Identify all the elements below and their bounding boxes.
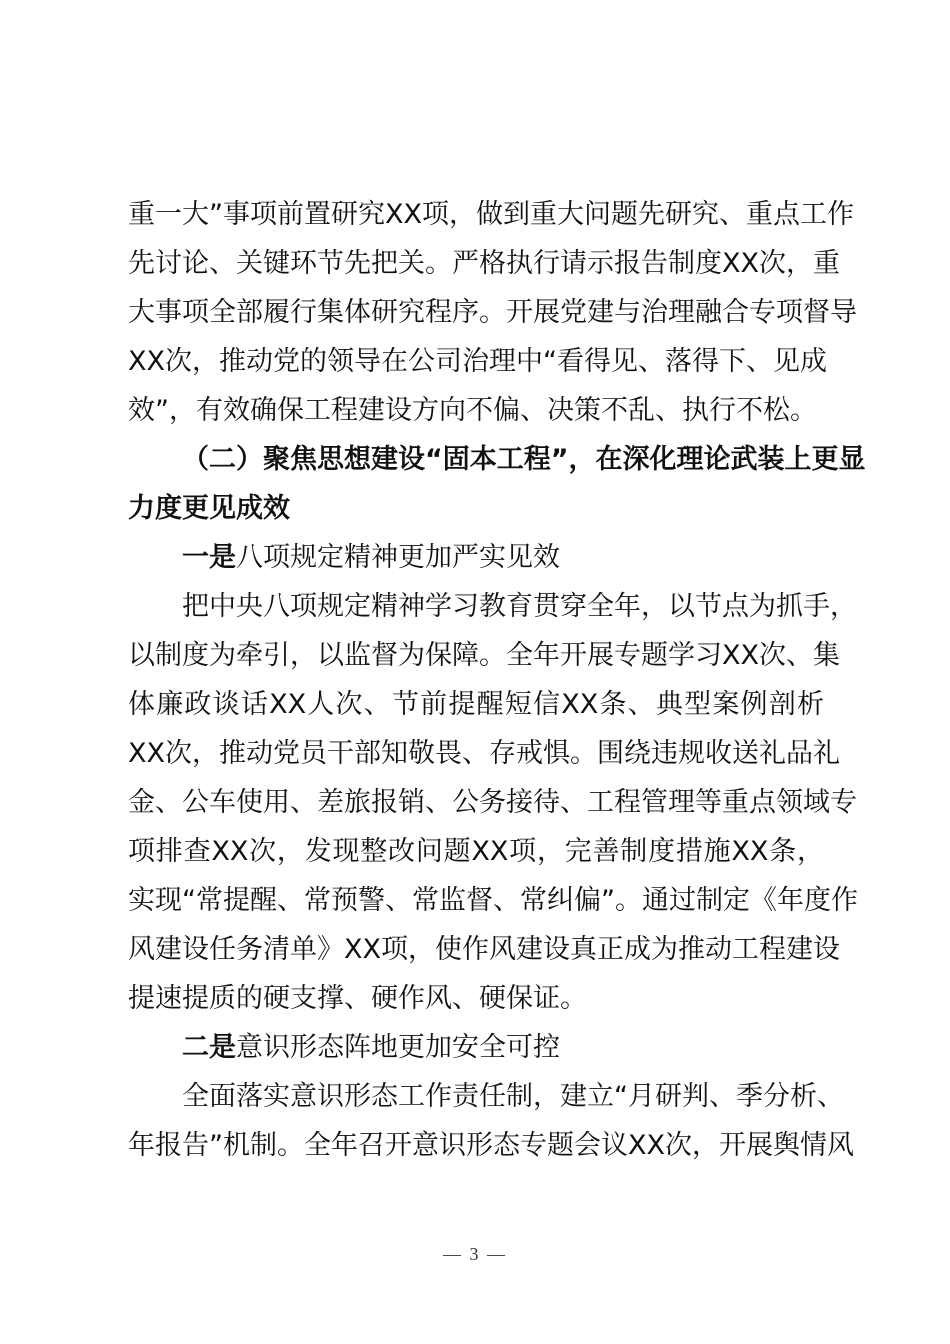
subsection-title: 意识形态阵地更加安全可控: [236, 1032, 560, 1063]
subsection-title: 八项规定精神更加严实见效: [236, 542, 560, 573]
text-line: 体廉政谈话XX人次、节前提醒短信XX条、典型案例剖析: [128, 689, 824, 720]
subsection-heading-2: [128, 1023, 824, 1072]
paragraph-3: [128, 1072, 854, 1170]
text-line: 以制度为牵引，以监督为保障。全年开展专题学习XX次、集: [128, 640, 840, 671]
text-line: 金、公车使用、差旅报销、公务接待、工程管理等重点领域专: [128, 787, 857, 818]
section-heading: [128, 435, 866, 533]
paragraph-2: [128, 582, 858, 1023]
page-number: — 3 —: [443, 1244, 507, 1264]
text-line: XX次，推动党员干部知敬畏、存戒惧。围绕违规收送礼品礼: [128, 738, 840, 769]
text-line: 全面落实意识形态工作责任制，建立“月研判、季分析、: [182, 1081, 844, 1112]
paragraph-1: [128, 190, 857, 435]
text-line: XX次，推动党的领导在公司治理中“看得见、落得下、见成: [128, 346, 827, 377]
subsection-heading-1: [128, 533, 824, 582]
text-line: 项排查XX次，发现整改问题XX项，完善制度措施XX条，: [128, 836, 824, 867]
text-line: 风建设任务清单》XX项，使作风建设真正成为推动工程建设: [128, 934, 840, 965]
text-line: 提速提质的硬支撑、硬作风、硬保证。: [128, 983, 587, 1014]
text-line: 重一大”事项前置研究XX项，做到重大问题先研究、重点工作: [128, 199, 854, 230]
subsection-lead: 一是: [182, 542, 236, 573]
text-line: 把中央八项规定精神学习教育贯穿全年，以节点为抓手，: [182, 591, 857, 622]
text-line: 实现“常提醒、常预警、常监督、常纠偏”。通过制定《年度作: [128, 885, 858, 916]
document-body: [128, 190, 866, 1170]
section-heading-line: 力度更见成效: [128, 493, 290, 524]
text-line: 效”，有效确保工程建设方向不偏、决策不乱、执行不松。: [128, 395, 817, 426]
text-line: 年报告”机制。全年召开意识形态专题会议XX次，开展舆情风: [128, 1130, 854, 1161]
subsection-lead: 二是: [182, 1032, 236, 1063]
text-line: 先讨论、关键环节先把关。严格执行请示报告制度XX次，重: [128, 248, 840, 279]
text-line: 大事项全部履行集体研究程序。开展党建与治理融合专项督导: [128, 297, 857, 328]
section-heading-line: （二）聚焦思想建设“固本工程”，在深化理论武装上更显: [182, 444, 866, 475]
